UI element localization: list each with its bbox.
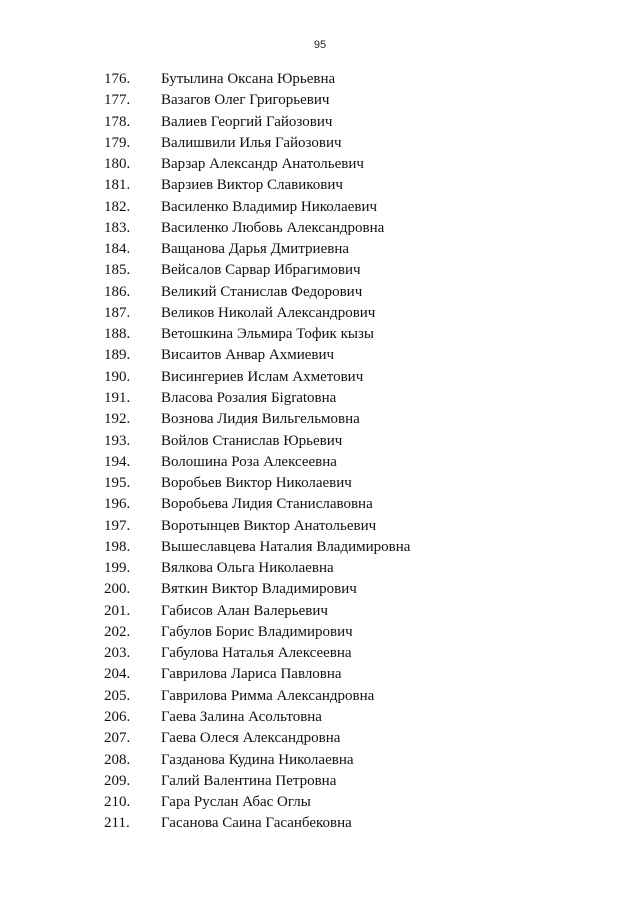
list-item	[0, 367, 640, 388]
item-name: Великов Николай Александрович	[161, 304, 376, 321]
item-name: Варзар Александр Анатольевич	[161, 156, 364, 173]
list-item	[0, 260, 640, 281]
item-number: 188.	[104, 326, 131, 343]
item-name: Бутылина Оксана Юрьевна	[161, 71, 336, 87]
list-item	[0, 686, 640, 707]
item-name: Волошина Роза Алексеевна	[161, 453, 337, 470]
item-name: Василенко Владимир Николаевич	[161, 198, 378, 215]
list-item	[0, 175, 640, 196]
item-name: Висаитов Анвар Ахмиевич	[161, 347, 335, 364]
item-name: Висингериев Ислам Ахметович	[161, 368, 364, 385]
list-item	[0, 537, 640, 558]
item-number: 178.	[104, 113, 131, 130]
item-number: 206.	[104, 708, 131, 725]
item-name: Воротынцев Виктор Анатольевич	[161, 517, 377, 534]
list-item	[0, 728, 640, 749]
list-item	[0, 388, 640, 409]
list-item	[0, 643, 640, 664]
item-number: 186.	[104, 283, 131, 300]
list-item	[0, 197, 640, 218]
item-number: 182.	[104, 198, 131, 215]
list-item	[0, 154, 640, 175]
item-number: 209.	[104, 772, 131, 789]
item-number: 195.	[104, 475, 131, 492]
list-item	[0, 516, 640, 537]
list-item	[0, 750, 640, 771]
item-number: 196.	[104, 496, 131, 513]
list-item	[0, 133, 640, 154]
list-item	[0, 409, 640, 430]
item-number: 190.	[104, 368, 131, 385]
item-name: Габисов Алан Валерьевич	[161, 602, 328, 619]
item-name: Валиев Георгий Гайозович	[161, 113, 333, 130]
list-item	[0, 218, 640, 239]
item-name: Василенко Любовь Александровна	[161, 219, 385, 236]
item-name: Воробьева Лидия Станиславовна	[161, 496, 373, 513]
item-number: 177.	[104, 92, 131, 109]
list-item	[0, 601, 640, 622]
item-name: Гаврилова Римма Александровна	[161, 687, 375, 704]
item-name: Вознова Лидия Вильгельмовна	[161, 411, 360, 428]
item-name: Воробьев Виктор Николаевич	[161, 475, 352, 492]
list-item	[0, 664, 640, 685]
item-number: 207.	[104, 730, 131, 747]
item-number: 191.	[104, 389, 131, 406]
page-number: 95	[313, 39, 327, 51]
list-item	[0, 90, 640, 111]
list-item	[0, 282, 640, 303]
item-number: 202.	[104, 623, 131, 640]
name-list	[0, 69, 640, 835]
item-number: 194.	[104, 453, 131, 470]
item-number: 198.	[104, 538, 131, 555]
item-name: Гасанова Саина Гасанбековна	[161, 815, 352, 832]
item-number: 192.	[104, 411, 131, 428]
item-number: 210.	[104, 794, 131, 811]
item-name: Газданова Кудина Николаевна	[161, 751, 354, 768]
item-name: Габулова Наталья Алексеевна	[161, 645, 352, 662]
list-item	[0, 452, 640, 473]
list-item	[0, 239, 640, 260]
item-number: 184.	[104, 241, 131, 258]
item-name: Войлов Станислав Юрьевич	[161, 432, 343, 449]
list-item	[0, 112, 640, 133]
list-item	[0, 431, 640, 452]
list-item	[0, 579, 640, 600]
item-name: Ващанова Дарья Дмитриевна	[161, 241, 350, 258]
item-name: Валишвили Илья Гайозович	[161, 134, 342, 151]
item-number: 181.	[104, 177, 131, 194]
item-name: Вяткин Виктор Владимирович	[161, 581, 357, 598]
item-number: 211.	[104, 815, 130, 832]
item-number: 201.	[104, 602, 131, 619]
item-number: 197.	[104, 517, 131, 534]
item-number: 208.	[104, 751, 131, 768]
item-name: Гаева Олеся Александровна	[161, 730, 341, 747]
item-name: Вялкова Ольга Николаевна	[161, 560, 334, 577]
item-number: 187.	[104, 304, 131, 321]
item-name: Габулов Борис Владимирович	[161, 623, 353, 640]
item-name: Великий Станислав Федорович	[161, 283, 363, 300]
list-item	[0, 303, 640, 324]
item-number: 176.	[104, 71, 131, 87]
list-item	[0, 771, 640, 792]
list-item	[0, 494, 640, 515]
item-name: Ветошкина Эльмира Тофик кызы	[161, 326, 374, 343]
list-item	[0, 813, 640, 834]
item-name: Власова Розалия Бigratовна	[161, 389, 337, 406]
list-item	[0, 69, 640, 90]
item-number: 185.	[104, 262, 131, 279]
item-name: Гара Руслан Абас Оглы	[161, 794, 311, 811]
item-number: 205.	[104, 687, 131, 704]
item-name: Галий Валентина Петровна	[161, 772, 337, 789]
list-item	[0, 622, 640, 643]
item-name: Вейсалов Сарвар Ибрагимович	[161, 262, 361, 279]
list-item	[0, 324, 640, 345]
list-item	[0, 707, 640, 728]
list-item	[0, 792, 640, 813]
list-item	[0, 473, 640, 494]
item-number: 189.	[104, 347, 131, 364]
item-name: Гаврилова Лариса Павловна	[161, 666, 342, 683]
item-number: 180.	[104, 156, 131, 173]
item-number: 200.	[104, 581, 131, 598]
item-name: Гаева Залина Асольтовна	[161, 708, 322, 725]
item-name: Вышеславцева Наталия Владимировна	[161, 538, 411, 555]
item-number: 203.	[104, 645, 131, 662]
item-number: 199.	[104, 560, 131, 577]
list-item	[0, 558, 640, 579]
item-number: 183.	[104, 219, 131, 236]
item-number: 193.	[104, 432, 131, 449]
item-name: Варзиев Виктор Славикович	[161, 177, 343, 194]
item-number: 204.	[104, 666, 131, 683]
list-item	[0, 345, 640, 366]
item-number: 179.	[104, 134, 131, 151]
item-name: Вазагов Олег Григорьевич	[161, 92, 330, 109]
